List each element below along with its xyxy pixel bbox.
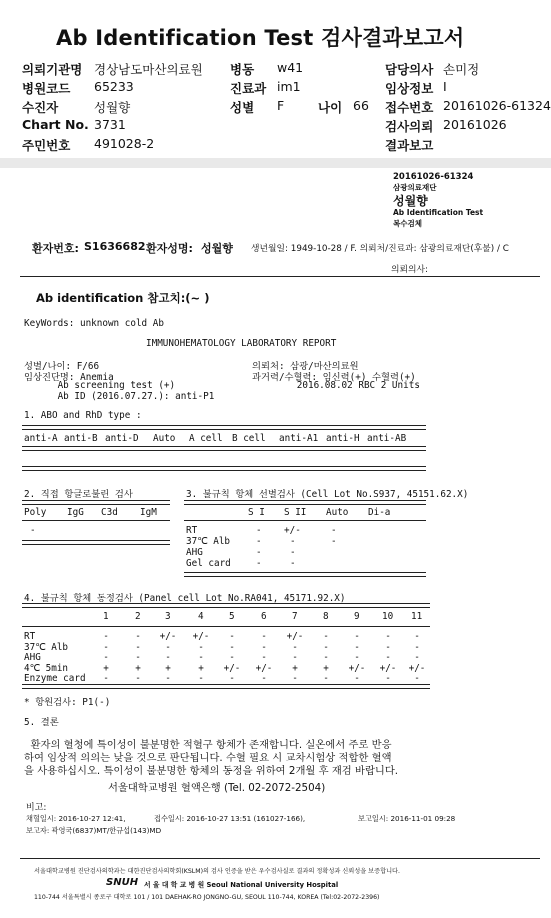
abo-col-4: A cell	[189, 433, 223, 444]
panel-row-name: RT	[24, 631, 36, 642]
abo-col-8: anti-AB	[367, 433, 407, 444]
label-sticker-tube: 복수검체	[393, 219, 422, 228]
panel-cell: -	[261, 652, 267, 663]
panel-cell: -	[414, 631, 420, 642]
info-right-2: 2016.08.02 RBC 2 Units	[252, 380, 420, 391]
rule	[22, 540, 170, 545]
panel-col: 8	[323, 611, 329, 622]
signature: 서울대학교병원 혈액은행 (Tel. 02-2072-2504)	[108, 782, 326, 794]
dat-col-1: IgG	[67, 507, 84, 518]
panel-cell: +	[198, 662, 204, 674]
value-receipt-no: 20161026-61324	[443, 98, 551, 113]
screen-col-3: Di-a	[368, 507, 391, 518]
screen-cell: -	[256, 536, 262, 547]
label-clinical-info: 임상정보	[385, 81, 434, 96]
patient-no: S1636682	[84, 240, 146, 253]
screen-cell: -	[256, 547, 262, 558]
panel-cell: -	[414, 652, 420, 663]
snuh-logo: SNUH	[106, 877, 139, 888]
divider	[20, 276, 540, 277]
screen-row-name: RT	[186, 525, 198, 536]
label-sticker-test: Ab Identification Test	[393, 208, 484, 217]
panel-cell: -	[385, 641, 391, 653]
panel-cell: -	[292, 641, 298, 653]
panel-cell: +/-	[408, 662, 426, 674]
panel-cell: +	[323, 662, 329, 674]
rule	[22, 520, 170, 521]
label-doctor: 담당의사	[385, 62, 434, 77]
screen-cell: -	[256, 525, 262, 536]
report-time: 보고일시: 2016-11-01 09:28	[358, 814, 456, 823]
panel-row-name: 4℃ 5min	[24, 662, 69, 674]
screen-cell: -	[256, 558, 262, 569]
abo-col-2: anti-D	[105, 433, 139, 444]
rule	[184, 520, 426, 521]
value-hospital-code: 65233	[94, 79, 134, 94]
dat-val-0: -	[30, 525, 36, 536]
section-abo-title: 1. ABO and RhD type :	[24, 410, 142, 421]
dat-col-3: IgM	[140, 507, 157, 518]
panel-cell: -	[103, 652, 109, 663]
panel-col: 4	[198, 611, 204, 622]
value-patient: 성월향	[94, 100, 131, 115]
label-hospital-code: 병원코드	[22, 81, 71, 96]
label-ward: 병동	[230, 62, 255, 77]
panel-cell: -	[354, 631, 360, 642]
screen-row-name: 37℃ Alb	[186, 536, 231, 547]
value-resident-no: 491028-2	[94, 136, 155, 151]
value-clinical-info: I	[443, 79, 447, 94]
patient-name-label: 환자성명:	[146, 242, 193, 255]
label-institution: 의뢰기관명	[22, 62, 83, 77]
panel-cell: +/-	[286, 631, 304, 642]
screen-col-1: S II	[284, 507, 307, 518]
abo-col-1: anti-B	[64, 433, 98, 444]
screen-cell: -	[331, 525, 337, 536]
label-resident-no: 주민번호	[22, 138, 71, 153]
panel-cell: -	[323, 641, 329, 653]
info-left-2: Ab screening test (+)	[24, 380, 176, 391]
conclusion-line: 을 사용하십시오. 특이성이 불분명한 항체의 동정을 위하여 2개월 후 재검 바랍니다.	[24, 765, 399, 777]
panel-cell: -	[165, 641, 171, 653]
panel-cell: +/-	[379, 662, 397, 674]
panel-cell: -	[165, 673, 171, 684]
panel-cell: +/-	[159, 631, 177, 642]
section-panel-title: 4. 불규칙 항체 동정검사 (Panel cell Lot No.RA041, 45171.92.X)	[24, 593, 346, 604]
panel-cell: -	[198, 641, 204, 653]
requesting-doctor: 의뢰의사:	[391, 265, 428, 275]
section-dat-title: 2. 직접 항글로불린 검사	[24, 489, 133, 500]
panel-row-name: 37℃ Alb	[24, 641, 69, 653]
rule	[184, 500, 426, 505]
panel-cell: -	[103, 631, 109, 642]
screen-col-2: Auto	[326, 507, 349, 518]
panel-col: 10	[382, 611, 394, 622]
panel-col: 6	[261, 611, 267, 622]
info-left-3: Ab ID (2016.07.27.): anti-P1	[24, 391, 215, 402]
screen-cell: -	[290, 536, 296, 547]
panel-cell: -	[229, 652, 235, 663]
panel-cell: +/-	[348, 662, 366, 674]
panel-col: 2	[135, 611, 141, 622]
panel-cell: -	[135, 641, 141, 653]
hospital-name: 서 울 대 학 교 병 원 Seoul National University Hospital	[144, 881, 339, 889]
panel-cell: -	[414, 673, 420, 684]
label-sex: 성별	[230, 100, 255, 115]
panel-cell: -	[135, 673, 141, 684]
value-chart-no: 3731	[94, 117, 126, 132]
panel-row-name: AHG	[24, 652, 41, 663]
rule	[22, 466, 426, 471]
panel-cell: +	[135, 662, 141, 674]
panel-cell: -	[198, 652, 204, 663]
value-doctor: 손미정	[443, 62, 480, 77]
panel-cell: -	[292, 673, 298, 684]
panel-cell: -	[323, 673, 329, 684]
screen-cell: -	[290, 547, 296, 558]
panel-cell: -	[385, 631, 391, 642]
panel-cell: -	[323, 631, 329, 642]
panel-cell: -	[229, 673, 235, 684]
screen-cell: +/-	[284, 525, 301, 536]
panel-cell: -	[261, 631, 267, 642]
panel-cell: +/-	[192, 631, 210, 642]
panel-cell: -	[198, 673, 204, 684]
info-right-0: 의뢰처: 삼광/마산의료원	[252, 361, 359, 372]
hospital-address: 110-744 서울특별시 종로구 대학로 101 / 101 DAEHAK-RO JONGNO-GU, SEOUL 110-744, KOREA (Tel:02-2072-2396)	[34, 894, 380, 901]
label-receipt-no: 접수번호	[385, 100, 434, 115]
panel-cell: -	[261, 641, 267, 653]
conclusion-line: 하여 임상적 의의는 낮을 것으로 판단됩니다. 수혈 필요 시 교차시험상 적합한 혈액	[24, 752, 392, 764]
abo-col-5: B cell	[232, 433, 266, 444]
report-heading: Ab identification 참고치:(~ )	[36, 291, 210, 305]
panel-col: 1	[103, 611, 109, 622]
label-request-date: 검사의뢰	[385, 119, 434, 134]
panel-cell: -	[354, 641, 360, 653]
label-patient: 수진자	[22, 100, 59, 115]
abo-col-3: Auto	[153, 433, 176, 444]
abo-col-6: anti-A1	[279, 433, 319, 444]
panel-col: 11	[411, 611, 423, 622]
rule	[22, 446, 426, 451]
panel-cell: +	[292, 662, 298, 674]
panel-row-name: Enzyme card	[24, 673, 86, 684]
conclusion-line: 환자의 혈청에 특이성이 불분명한 적혈구 항체가 존재합니다. 실온에서 주로 반응	[24, 739, 392, 751]
panel-col: 5	[229, 611, 235, 622]
panel-cell: -	[103, 641, 109, 653]
value-request-date: 20161026	[443, 117, 507, 132]
panel-cell: -	[229, 641, 235, 653]
divider	[20, 858, 540, 859]
panel-cell: +/-	[223, 662, 241, 674]
panel-cell: +	[165, 662, 171, 674]
panel-cell: -	[354, 673, 360, 684]
panel-cell: +/-	[255, 662, 273, 674]
panel-cell: -	[385, 673, 391, 684]
label-sticker-id: 20161026-61324	[393, 172, 474, 182]
label-chart-no: Chart No.	[22, 117, 89, 132]
rule	[22, 626, 430, 627]
label-sticker-org: 삼광의료재단	[393, 183, 437, 192]
panel-cell: -	[354, 652, 360, 663]
panel-col: 7	[292, 611, 298, 622]
value-age: 66	[353, 98, 369, 113]
keywords: KeyWords: unknown cold Ab	[24, 318, 164, 329]
info-left-1: 임상진단명: Anemia	[24, 372, 114, 383]
panel-cell: -	[261, 673, 267, 684]
panel-cell: -	[165, 652, 171, 663]
reporter: 보고자: 곽영국(6837)MT/한규섭(143)MD	[26, 826, 162, 835]
certification-notice: 서울대학교병원 진단검사의학과는 대한진단검사의학회(KSLM)의 검사 인증을 받은 우수검사실로 결과의 정확성과 신뢰성을 보증합니다.	[34, 868, 400, 875]
screen-cell: -	[331, 536, 337, 547]
rule	[184, 572, 426, 577]
rule	[22, 500, 170, 505]
screen-cell: -	[290, 558, 296, 569]
value-sex: F	[277, 98, 285, 113]
panel-col: 3	[165, 611, 171, 622]
rule	[22, 603, 430, 608]
label-department: 진료과	[230, 81, 267, 96]
rule	[22, 425, 426, 430]
panel-col: 9	[354, 611, 360, 622]
label-result-report: 결과보고	[385, 138, 434, 153]
panel-cell: -	[323, 652, 329, 663]
panel-cell: -	[292, 652, 298, 663]
label-sticker-name: 성월향	[393, 194, 428, 208]
panel-cell: +	[103, 662, 109, 674]
dat-col-0: Poly	[24, 507, 47, 518]
section-conclusion-title: 5. 결론	[24, 717, 59, 728]
lab-report-title: IMMUNOHEMATOLOGY LABORATORY REPORT	[146, 338, 337, 349]
abo-col-0: anti-A	[24, 433, 58, 444]
screen-row-name: AHG	[186, 547, 203, 558]
dat-col-2: C3d	[101, 507, 118, 518]
info-right-1: 과거력/수혈력: 임신력(+) 수혈력(+)	[252, 372, 416, 383]
section-screen-title: 3. 불규칙 항체 선별검사 (Cell Lot No.S937, 45151.62.X)	[186, 489, 469, 500]
report-title: Ab Identification Test 검사결과보고서	[56, 26, 465, 50]
patient-no-label: 환자번호:	[32, 242, 79, 255]
collection-time: 채혈일시: 2016-10-27 12:41,	[26, 814, 126, 823]
value-department: im1	[277, 79, 301, 94]
patient-details: 생년월일: 1949-10-28 / F. 의뢰처/진료과: 삼광의료재단(후불) / C	[251, 244, 509, 254]
screen-col-0: S I	[248, 507, 265, 518]
header-divider	[0, 158, 551, 168]
panel-cell: -	[103, 673, 109, 684]
value-ward: w41	[277, 60, 304, 75]
antigen-test-result: * 항원검사: P1(-)	[24, 697, 111, 708]
panel-cell: -	[414, 641, 420, 653]
label-age: 나이	[318, 100, 343, 115]
panel-cell: -	[229, 631, 235, 642]
panel-cell: -	[135, 652, 141, 663]
rule	[22, 684, 430, 689]
patient-name: 성월향	[201, 242, 233, 255]
panel-cell: -	[135, 631, 141, 642]
remark-label: 비고:	[26, 803, 47, 813]
info-left-0: 성별/나이: F/66	[24, 361, 100, 372]
screen-row-name: Gel card	[186, 558, 231, 569]
abo-col-7: anti-H	[326, 433, 360, 444]
value-institution: 경상남도마산의료원	[94, 62, 203, 77]
receipt-time: 접수일시: 2016-10-27 13:51 (161027-166),	[154, 814, 306, 823]
panel-cell: -	[385, 652, 391, 663]
